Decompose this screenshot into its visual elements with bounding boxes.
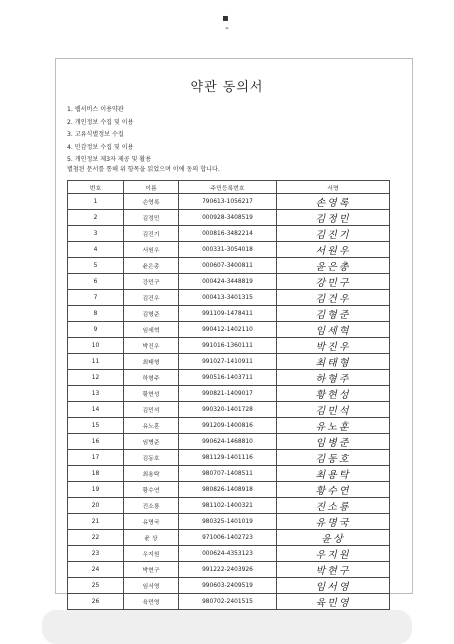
table-row — [68, 370, 390, 386]
row-signature: 우지원 — [277, 546, 390, 562]
row-signature: 최태형 — [277, 354, 390, 370]
row-number: 9 — [68, 322, 124, 338]
row-signature: 유노훈 — [277, 418, 390, 434]
row-name: 박현구 — [124, 562, 179, 578]
row-number: 8 — [68, 306, 124, 322]
row-signature: 임세혁 — [277, 322, 390, 338]
row-signature: 김동호 — [277, 450, 390, 466]
row-name: 서원우 — [124, 242, 179, 258]
row-signature: 육민영 — [277, 594, 390, 610]
row-name: 손영록 — [124, 194, 179, 210]
row-resident-number: 980325-1401019 — [179, 514, 277, 530]
bottom-overlay-bar — [42, 610, 412, 644]
header-number: 번호 — [68, 181, 124, 194]
row-resident-number: 990320-1401728 — [179, 402, 277, 418]
row-number: 16 — [68, 434, 124, 450]
row-resident-number: 000413-3401315 — [179, 290, 277, 306]
row-number: 11 — [68, 354, 124, 370]
row-name: 박진우 — [124, 338, 179, 354]
row-number: 15 — [68, 418, 124, 434]
row-name: 김형준 — [124, 306, 179, 322]
row-name: 유명국 — [124, 514, 179, 530]
row-name: 진소룡 — [124, 498, 179, 514]
row-resident-number: 000816-3482214 — [179, 226, 277, 242]
row-signature: 강민구 — [277, 274, 390, 290]
agreement-item: 5. 개인정보 제3자 제공 및 활용 — [67, 156, 152, 163]
row-resident-number: 981102-1400321 — [179, 498, 277, 514]
row-number: 12 — [68, 370, 124, 386]
row-resident-number: 980702-2401515 — [179, 594, 277, 610]
row-resident-number: 000928-3408519 — [179, 210, 277, 226]
agreement-statement: 별첨된 문서를 통해 위 항목을 읽었으며 이에 동의 합니다. — [67, 166, 220, 173]
row-name: 유노훈 — [124, 418, 179, 434]
row-signature: 김형준 — [277, 306, 390, 322]
row-number: 2 — [68, 210, 124, 226]
row-name: 김민석 — [124, 402, 179, 418]
row-name: 윤 상 — [124, 530, 179, 546]
agreement-item: 4. 민감정보 수집 및 이용 — [67, 143, 134, 151]
table-row — [68, 338, 390, 354]
row-resident-number: 991016-1360111 — [179, 338, 277, 354]
row-signature: 임서영 — [277, 578, 390, 594]
row-name: 우지원 — [124, 546, 179, 562]
table-row — [68, 274, 390, 290]
row-number: 13 — [68, 386, 124, 402]
row-resident-number: 990624-1468810 — [179, 434, 277, 450]
row-resident-number: 991222-2403926 — [179, 562, 277, 578]
row-signature: 하형주 — [277, 370, 390, 386]
table-row — [68, 242, 390, 258]
row-resident-number: 000624-4353123 — [179, 546, 277, 562]
row-number: 20 — [68, 498, 124, 514]
table-row — [68, 322, 390, 338]
row-signature: 손영록 — [277, 194, 390, 210]
table-row — [68, 482, 390, 498]
row-name: 김건우 — [124, 290, 179, 306]
row-number: 1 — [68, 194, 124, 210]
row-resident-number: 991109-1478411 — [179, 306, 277, 322]
row-number: 4 — [68, 242, 124, 258]
row-signature: 진소룡 — [277, 498, 390, 514]
row-signature: 황현성 — [277, 386, 390, 402]
row-name: 임서영 — [124, 578, 179, 594]
table-row — [68, 466, 390, 482]
agreement-item: 3. 고유식별정보 수집 — [67, 131, 124, 138]
row-number: 6 — [68, 274, 124, 290]
row-number: 25 — [68, 578, 124, 594]
row-number: 18 — [68, 466, 124, 482]
row-signature: 박진우 — [277, 338, 390, 354]
row-name: 윤은총 — [124, 258, 179, 274]
row-name: 김동호 — [124, 450, 179, 466]
row-resident-number: 980707-1408511 — [179, 466, 277, 482]
row-signature: 김진기 — [277, 226, 390, 242]
signature-table — [67, 180, 390, 642]
table-header-row — [68, 181, 390, 194]
row-name: 임병준 — [124, 434, 179, 450]
row-signature: 윤상 — [277, 530, 390, 546]
row-number: 21 — [68, 514, 124, 530]
row-name: 최용탁 — [124, 466, 179, 482]
row-name: 황현성 — [124, 386, 179, 402]
header-signature: 서명 — [277, 181, 390, 194]
row-resident-number: 790613-1056217 — [179, 194, 277, 210]
row-signature: 임병준 — [277, 434, 390, 450]
page-title: 약관 동의서 — [190, 80, 264, 95]
table-row — [68, 498, 390, 514]
row-signature: 박현구 — [277, 562, 390, 578]
table-row — [68, 578, 390, 594]
row-name: 황수연 — [124, 482, 179, 498]
agreement-item: 2. 개인정보 수집 및 이용 — [67, 118, 134, 126]
row-number: 24 — [68, 562, 124, 578]
row-number: 7 — [68, 290, 124, 306]
row-signature: 유명국 — [277, 514, 390, 530]
table-row — [68, 530, 390, 546]
table-row — [68, 418, 390, 434]
row-resident-number: 991027-1410911 — [179, 354, 277, 370]
table-row — [68, 258, 390, 274]
table-row — [68, 434, 390, 450]
scan-marks: ▪ - — [222, 13, 229, 34]
row-name: 강민구 — [124, 274, 179, 290]
row-resident-number: 990516-1403711 — [179, 370, 277, 386]
row-resident-number: 981129-1401116 — [179, 450, 277, 466]
table-row — [68, 210, 390, 226]
agreement-item-list — [67, 104, 151, 167]
table-row — [68, 194, 390, 210]
row-resident-number: 000607-3400811 — [179, 258, 277, 274]
table-row — [68, 546, 390, 562]
row-number: 10 — [68, 338, 124, 354]
row-name: 임세혁 — [124, 322, 179, 338]
row-signature: 윤은총 — [277, 258, 390, 274]
table-row — [68, 290, 390, 306]
row-resident-number: 990412-1402110 — [179, 322, 277, 338]
agreement-item: 1. 웹서비스 이용약관 — [67, 106, 124, 113]
row-number: 5 — [68, 258, 124, 274]
row-number: 14 — [68, 402, 124, 418]
row-number: 23 — [68, 546, 124, 562]
row-name: 육민영 — [124, 594, 179, 610]
table-row — [68, 354, 390, 370]
row-number: 26 — [68, 594, 124, 610]
row-resident-number: 971006-1402723 — [179, 530, 277, 546]
row-number: 19 — [68, 482, 124, 498]
table-row — [68, 386, 390, 402]
row-resident-number: 980826-1408918 — [179, 482, 277, 498]
row-name: 김정민 — [124, 210, 179, 226]
row-resident-number: 000424-3448819 — [179, 274, 277, 290]
row-signature: 김민석 — [277, 402, 390, 418]
table-row — [68, 226, 390, 242]
row-signature: 황수연 — [277, 482, 390, 498]
table-row — [68, 450, 390, 466]
row-signature: 서원우 — [277, 242, 390, 258]
row-resident-number: 990603-2409519 — [179, 578, 277, 594]
table-row — [68, 402, 390, 418]
row-signature: 김건우 — [277, 290, 390, 306]
table-row — [68, 562, 390, 578]
row-signature: 김정민 — [277, 210, 390, 226]
row-resident-number: 990821-1409017 — [179, 386, 277, 402]
table-row — [68, 514, 390, 530]
row-number: 3 — [68, 226, 124, 242]
row-number: 17 — [68, 450, 124, 466]
row-number: 22 — [68, 530, 124, 546]
table-row — [68, 594, 390, 610]
header-resident-number: 주민등록번호 — [179, 181, 277, 194]
row-resident-number: 000331-3054018 — [179, 242, 277, 258]
header-name: 이름 — [124, 181, 179, 194]
row-resident-number: 991209-1400816 — [179, 418, 277, 434]
table-row — [68, 306, 390, 322]
row-name: 김진기 — [124, 226, 179, 242]
row-name: 최태형 — [124, 354, 179, 370]
row-name: 하형주 — [124, 370, 179, 386]
row-signature: 최용탁 — [277, 466, 390, 482]
